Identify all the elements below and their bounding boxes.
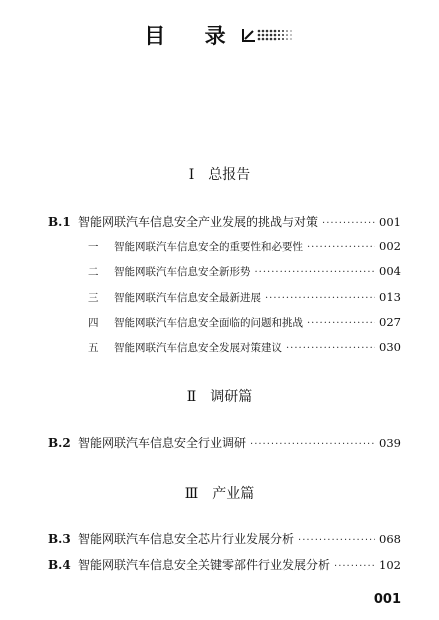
entry-page: 001 [379,215,401,229]
subentry-index: 一 [88,241,99,253]
entry-page: 039 [379,436,401,450]
part-number: Ⅰ [188,167,195,183]
toc-title [0,20,439,50]
toc-subentry[interactable] [88,315,401,330]
entry-code: B.1 [48,215,71,229]
part-title: 调研篇 [210,389,253,405]
part-number: Ⅱ [186,389,197,405]
part-title: 产业篇 [212,486,255,502]
entry-page: 068 [379,532,401,546]
subentry-page: 013 [379,290,401,304]
subentry-page: 002 [379,239,401,253]
dot-leader [298,535,375,546]
toc-entry[interactable] [48,213,401,230]
entry-text: 智能网联汽车信息安全行业调研 [78,436,247,450]
subentry-index: 五 [88,342,99,354]
toc-entry[interactable] [48,556,401,573]
toc-subentry[interactable] [88,340,401,355]
toc-entry[interactable] [48,434,401,451]
dotted-arrow-ornament-icon [241,25,295,45]
part-title: 总报告 [208,167,251,183]
dot-leader [265,293,375,304]
entry-text: 智能网联汽车信息安全产业发展的挑战与对策 [78,215,319,229]
entry-code: B.3 [48,532,71,546]
dot-leader [307,318,375,329]
toc-title-text: 目 录 [144,23,242,48]
subentry-text: 智能网联汽车信息安全的重要性和必要性 [114,241,303,253]
subentry-index: 三 [88,292,99,304]
toc-entry[interactable] [48,530,401,547]
subentry-page: 027 [379,315,401,329]
subentry-page: 030 [379,340,401,354]
subentry-index: 四 [88,317,99,329]
subentry-page: 004 [379,264,401,278]
dot-leader [322,218,375,229]
dot-leader [255,267,376,278]
dot-leader [286,343,375,354]
part-number: Ⅲ [184,486,199,502]
subentry-index: 二 [88,266,99,278]
dot-leader [307,242,375,253]
subentry-text: 智能网联汽车信息安全最新进展 [114,292,261,304]
toc-subentry[interactable] [88,264,401,279]
entry-text: 智能网联汽车信息安全关键零部件行业发展分析 [78,558,331,572]
toc-subentry[interactable] [88,239,401,254]
dot-leader [334,561,375,572]
page-number: 001 [373,592,401,607]
toc-subentry[interactable] [88,290,401,305]
subentry-text: 智能网联汽车信息安全新形势 [114,266,251,278]
part-heading [0,386,439,406]
part-heading [0,483,439,503]
dot-leader [250,439,375,450]
entry-code: B.4 [48,558,71,572]
entry-text: 智能网联汽车信息安全芯片行业发展分析 [78,532,295,546]
part-heading [0,164,439,184]
subentry-text: 智能网联汽车信息安全发展对策建议 [114,342,282,354]
entry-page: 102 [379,558,401,572]
subentry-text: 智能网联汽车信息安全面临的问题和挑战 [114,317,303,329]
entry-code: B.2 [48,436,71,450]
